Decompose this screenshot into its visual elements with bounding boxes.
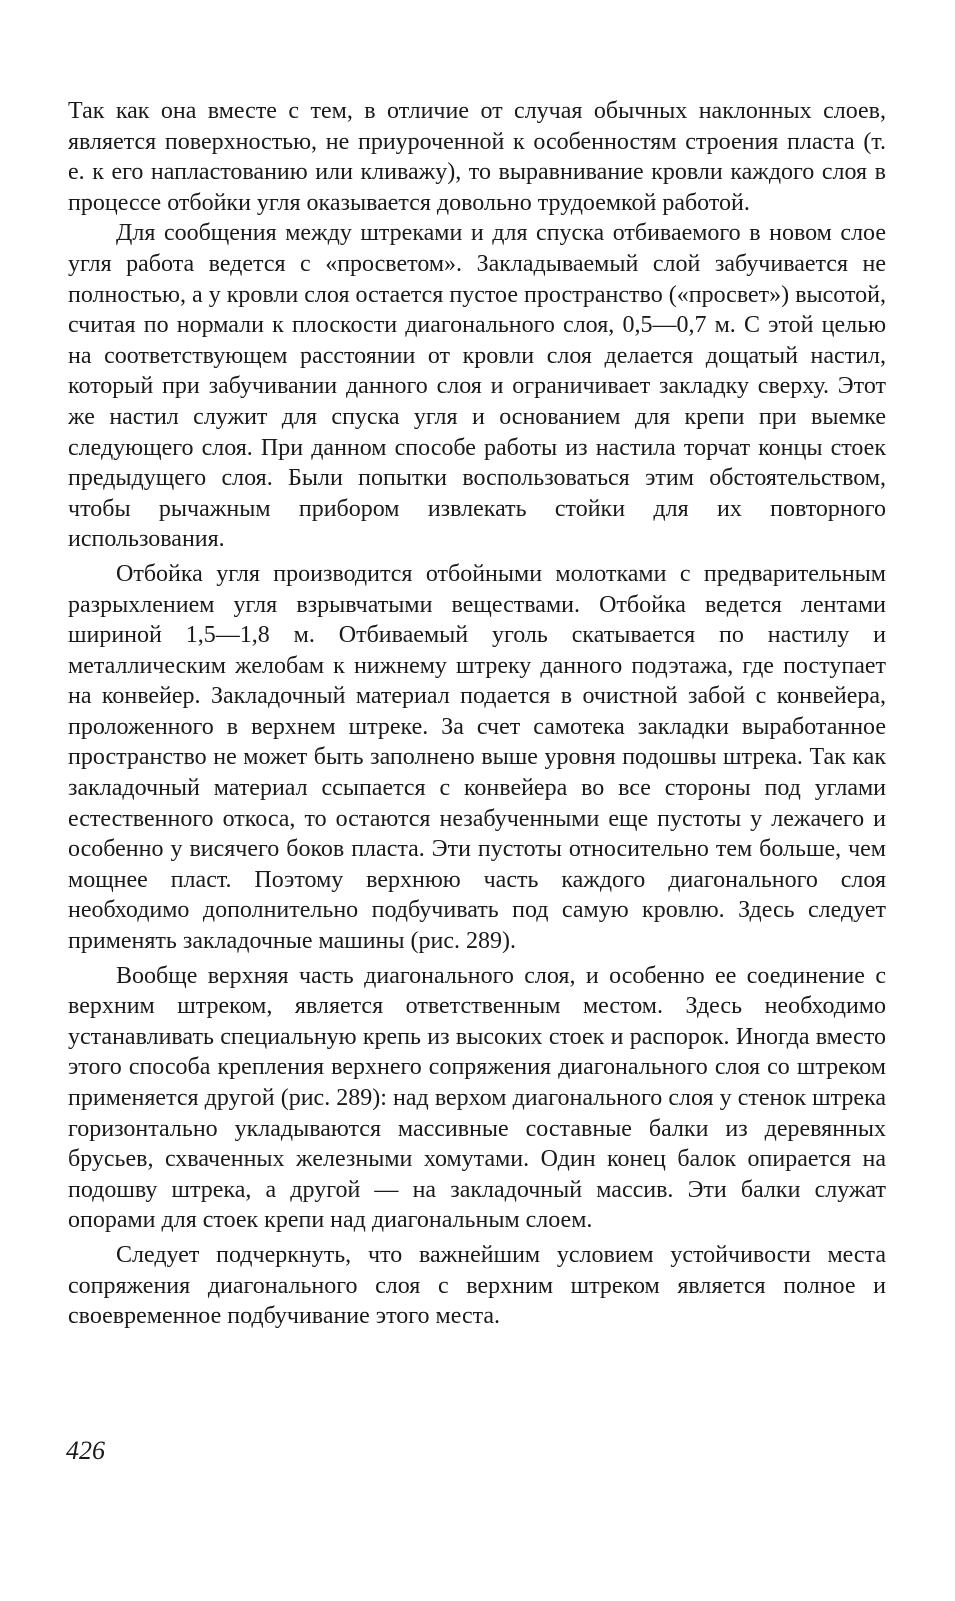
page-body — [68, 96, 886, 1332]
paragraph-4: Вообще верхняя часть диагонального слоя, и особенно ее соединение с верхним штреком, является ответственным местом. Здесь необходимо устанавливать специальную крепь из высоких стоек и распорок. Иногда вместо этого способа крепления верхнего сопряжения диагонального слоя со штреком применяется другой (рис. 289): над верхом диагонального слоя у стенок штрека горизонтально укладываются массивные составные балки из деревянных брусьев, схваченных железными хомутами. Один конец балок опирается на подошву штрека, а другой — на закладочный массив. Эти балки служат опорами для стоек крепи над диагональным слоем. — [68, 962, 886, 1234]
paragraph-5: Следует подчеркнуть, что важнейшим условием устойчивости места сопряжения диагонального слоя с верхним штреком является полное и своевременное подбучивание этого места. — [68, 1241, 886, 1330]
paragraph-3: Отбойка угля производится отбойными молотками с предварительным разрыхлением угля взрывчатыми веществами. Отбойка ведется лентами шириной 1,5—1,8 м. Отбиваемый уголь скатывается по настилу и металлическим желобам к нижнему штреку данного подэтажа, где поступает на конвейер. Закладочный материал подается в очистной забой с конвейера, проложенного в верхнем штреке. За счет самотека закладки выработанное пространство не может быть заполнено выше уровня подошвы штрека. Так как закладочный материал ссыпается с конвейера во все стороны под углами естественного откоса, то остаются незабученными еще пустоты у лежачего и особенно у висячего боков пласта. Эти пустоты относительно тем больше, чем мощнее пласт. Поэтому верхнюю часть каждого диагонального слоя необходимо дополнительно подбучивать под самую кровлю. Здесь следует применять закладочные машины (рис. 289). — [68, 560, 886, 955]
paragraph-2: Для сообщения между штреками и для спуска отбиваемого в новом слое угля работа ведется с «просветом». Закладываемый слой забучивается не полностью, а у кровли слоя остается пустое пространство («просвет») высотой, считая по нормали к плоскости диагонального слоя, 0,5—0,7 м. С этой целью на соответствующем расстоянии от кровли слоя делается дощатый настил, который при забучивании данного слоя и ограничивает закладку сверху. Этот же настил служит для спуска угля и основанием для крепи при выемке следующего слоя. При данном способе работы из настила торчат концы стоек предыдущего слоя. Были попытки воспользоваться этим обстоятельством, чтобы рычажным прибором извлекать стойки для их повторного использования. — [68, 220, 886, 553]
paragraph-1: Так как она вместе с тем, в отличие от случая обычных наклонных слоев, является поверхностью, не приуроченной к особенностям строения пласта (т. е. к его напластованию или кливажу), то выравнивание кровли каждого слоя в процессе отбойки угля оказывается довольно трудоемкой работой. — [68, 98, 886, 216]
page-number: 426 — [66, 1436, 105, 1465]
